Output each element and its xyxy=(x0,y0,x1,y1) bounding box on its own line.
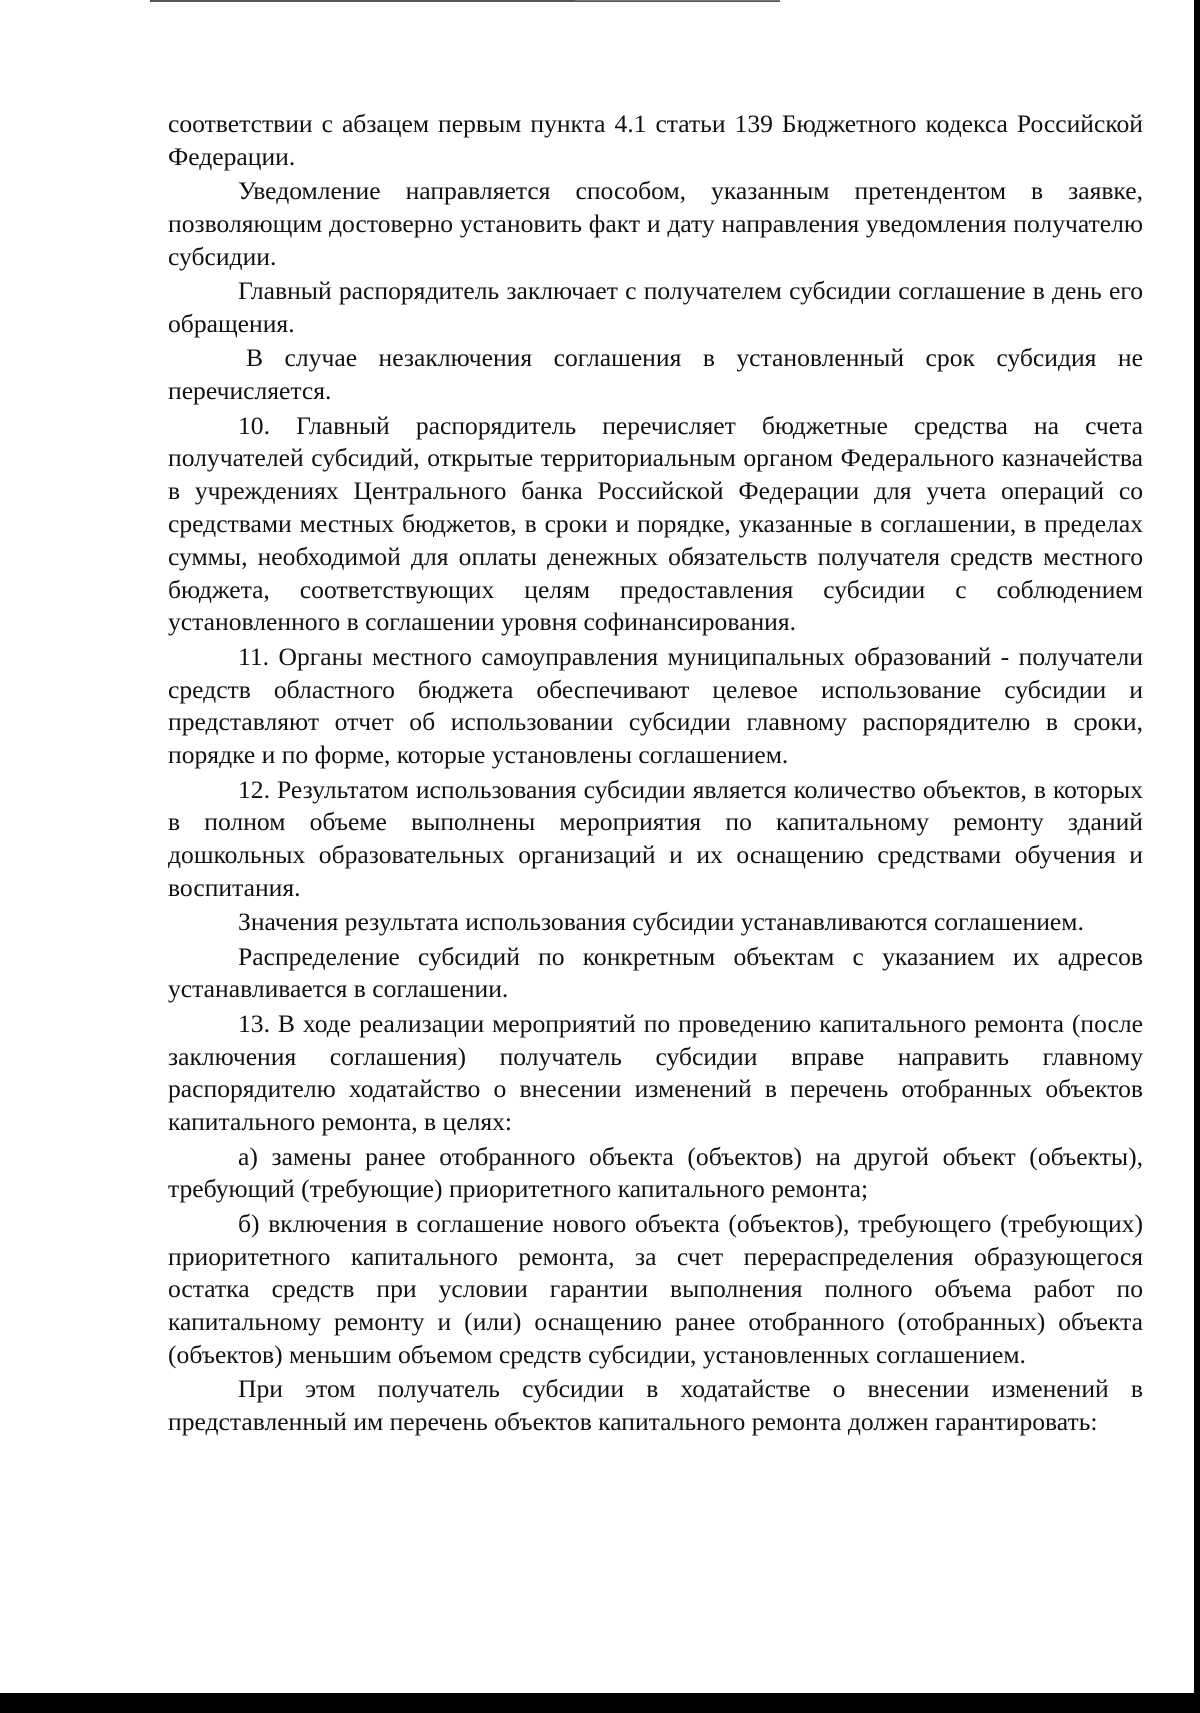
paragraph-subitem-b: б) включения в соглашение нового объекта (объектов), требующего (требующих) приоритетного капитального ремонта, за счет перераспределения образующегося остатка средств при условии гарантии выполнения полного объема работ по капитальному ремонту и (или) оснащению ранее отобранного (отобранных) объекта (объектов) меньшим объемом средств субсидии, установленных соглашением. xyxy=(168,1208,1143,1370)
scan-top-border-line-secondary xyxy=(575,0,780,1)
paragraph-item-10: 10. Главный распорядитель перечисляет бюджетные средства на счета получателей субсидий, открытые территориальным органом Федерального казначейства в учреждениях Центрального банка Российской Федерации для учета операций со средствами местных бюджетов, в сроки и порядке, указанные в соглашении, в пределах суммы, необходимой для оплаты денежных обязательств получателя средств местного бюджета, соответствующих целям предоставления субсидии с соблюдением установленного в соглашении уровня софинансирования. xyxy=(168,410,1143,637)
paragraph-guarantee: При этом получатель субсидии в ходатайстве о внесении изменений в представленный им перечень объектов капитального ремонта должен гарантировать: xyxy=(168,1374,1143,1437)
paragraph-distribution: Распределение субсидий по конкретным объектам с указанием их адресов устанавливается в соглашении. xyxy=(168,941,1143,1004)
document-body xyxy=(168,108,1143,1441)
paragraph-subitem-a: а) замены ранее отобранного объекта (объектов) на другой объект (объекты), требующий (требующие) приоритетного капитального ремонта; xyxy=(168,1141,1143,1204)
paragraph-item-12: 12. Результатом использования субсидии является количество объектов, в которых в полном объеме выполнены мероприятия по капитальному ремонту зданий дошкольных образовательных организаций и их оснащению средствами обучения и воспитания. xyxy=(168,774,1143,902)
scan-right-edge xyxy=(1194,0,1200,1713)
scan-bottom-edge xyxy=(0,1693,1200,1713)
paragraph-item-13: 13. В ходе реализации мероприятий по проведению капитального ремонта (после заключения соглашения) получатель субсидии вправе направить главному распорядителю ходатайство о внесении изменений в перечень отобранных объектов капитального ремонта, в целях: xyxy=(168,1008,1143,1137)
paragraph-agreement-signing: Главный распорядитель заключает с получателем субсидии соглашение в день его обращения. xyxy=(168,276,1143,338)
paragraph-result-values: Значения результата использования субсидии устанавливаются соглашением. xyxy=(238,907,1084,937)
paragraph-item-11: 11. Органы местного самоуправления муниципальных образований - получатели средств областного бюджета обеспечивают целевое использование субсидии и представляют отчет об использовании субсидии главному распорядителю в сроки, порядке и по форме, которые установлены соглашением. xyxy=(168,641,1143,770)
paragraph-non-conclusion: В случае незаключения соглашения в установленный срок субсидия не перечисляется. xyxy=(168,343,1143,406)
paragraph-notification: Уведомление направляется способом, указанным претендентом в заявке, позволяющим достоверно установить факт и дату направления уведомления получателю субсидии. xyxy=(168,176,1143,271)
paragraph-continuation: соответствии с абзацем первым пункта 4.1 статьи 139 Бюджетного кодекса Российской Федерации. xyxy=(168,109,1143,171)
